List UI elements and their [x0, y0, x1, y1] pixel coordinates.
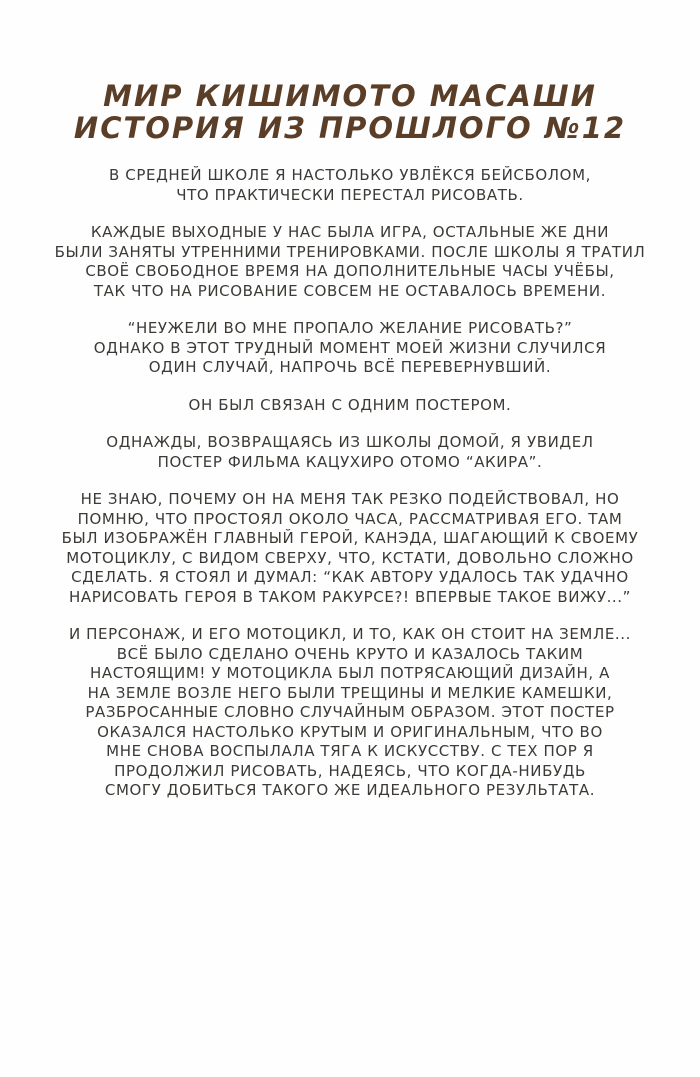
text-line: В СРЕДНЕЙ ШКОЛЕ Я НАСТОЛЬКО УВЛЁКСЯ БЕЙСБОЛОМ, — [109, 166, 591, 184]
text-line: ОДИН СЛУЧАЙ, НАПРОЧЬ ВСЁ ПЕРЕВЕРНУВШИЙ. — [148, 358, 552, 376]
text-line: НА ЗЕМЛЕ ВОЗЛЕ НЕГО БЫЛИ ТРЕЩИНЫ И МЕЛКИЕ КАМЕШКИ, — [87, 683, 613, 702]
text-line: МНЕ СНОВА ВОСПЫЛАЛА ТЯГА К ИСКУССТВУ. С ТЕХ ПОР Я — [106, 742, 594, 760]
title-line-1: МИР КИШИМОТО МАСАШИ — [103, 79, 597, 113]
text-line: “НЕУЖЕЛИ ВО МНЕ ПРОПАЛО ЖЕЛАНИЕ РИСОВАТЬ?” — [127, 319, 573, 337]
page-title — [0, 80, 700, 144]
text-line: ОДНАЖДЫ, ВОЗВРАЩАЯСЬ ИЗ ШКОЛЫ ДОМОЙ, Я УВИДЕЛ — [106, 433, 594, 451]
paragraph-2 — [40, 223, 660, 301]
paragraph-1 — [40, 166, 660, 205]
title-line-2: ИСТОРИЯ ИЗ ПРОШЛОГО №12 — [73, 111, 627, 145]
text-line: КАЖДЫЕ ВЫХОДНЫЕ У НАС БЫЛА ИГРА, ОСТАЛЬНЫЕ ЖЕ ДНИ — [90, 223, 610, 241]
paragraph-7 — [40, 625, 660, 801]
text-line: ЧТО ПРАКТИЧЕСКИ ПЕРЕСТАЛ РИСОВАТЬ. — [176, 185, 524, 204]
paragraph-3 — [40, 319, 660, 378]
text-line: БЫЛИ ЗАНЯТЫ УТРЕННИМИ ТРЕНИРОВКАМИ. ПОСЛЕ ШКОЛЫ Я ТРАТИЛ — [54, 242, 646, 261]
text-line: ОН БЫЛ СВЯЗАН С ОДНИМ ПОСТЕРОМ. — [188, 395, 512, 414]
text-line: МОТОЦИКЛУ, С ВИДОМ СВЕРХУ, ЧТО, КСТАТИ, ДОВОЛЬНО СЛОЖНО — [66, 548, 634, 567]
text-line: ПОСТЕР ФИЛЬМА КАЦУХИРО ОТОМО “АКИРА”. — [157, 452, 543, 471]
paragraph-4 — [40, 396, 660, 416]
text-line: НАРИСОВАТЬ ГЕРОЯ В ТАКОМ РАКУРСЕ?! ВПЕРВЫЕ ТАКОЕ ВИЖУ...” — [68, 587, 632, 606]
text-line: СМОГУ ДОБИТЬСЯ ТАКОГО ЖЕ ИДЕАЛЬНОГО РЕЗУЛЬТАТА. — [104, 781, 596, 799]
text-line: ОКАЗАЛСЯ НАСТОЛЬКО КРУТЫМ И ОРИГИНАЛЬНЫМ, ЧТО ВО — [97, 722, 603, 741]
text-line: ВСЁ БЫЛО СДЕЛАНО ОЧЕНЬ КРУТО И КАЗАЛОСЬ ТАКИМ — [116, 644, 584, 663]
paragraph-6 — [40, 490, 660, 607]
story-text — [40, 166, 660, 819]
text-line: ТАК ЧТО НА РИСОВАНИЕ СОВСЕМ НЕ ОСТАВАЛОСЬ ВРЕМЕНИ. — [93, 281, 607, 300]
text-line: РАЗБРОСАННЫЕ СЛОВНО СЛУЧАЙНЫМ ОБРАЗОМ. ЭТОТ ПОСТЕР — [85, 703, 615, 721]
paragraph-5 — [40, 433, 660, 472]
text-line: ПРОДОЛЖИЛ РИСОВАТЬ, НАДЕЯСЬ, ЧТО КОГДА-НИБУДЬ — [114, 761, 586, 780]
text-line: СВОЁ СВОБОДНОЕ ВРЕМЯ НА ДОПОЛНИТЕЛЬНЫЕ ЧАСЫ УЧЁБЫ, — [85, 262, 615, 280]
text-line: НАСТОЯЩИМ! У МОТОЦИКЛА БЫЛ ПОТРЯСАЮЩИЙ ДИЗАЙН, А — [90, 664, 610, 682]
text-line: НЕ ЗНАЮ, ПОЧЕМУ ОН НА МЕНЯ ТАК РЕЗКО ПОДЕЙСТВОВАЛ, НО — [80, 490, 620, 508]
text-line: СДЕЛАТЬ. Я СТОЯЛ И ДУМАЛ: “КАК АВТОРУ УДАЛОСЬ ТАК УДАЧНО — [71, 568, 629, 586]
text-line: И ПЕРСОНАЖ, И ЕГО МОТОЦИКЛ, И ТО, КАК ОН СТОИТ НА ЗЕМЛЕ... — [68, 625, 632, 643]
text-line: ПОМНЮ, ЧТО ПРОСТОЯЛ ОКОЛО ЧАСА, РАССМАТРИВАЯ ЕГО. ТАМ — [77, 509, 623, 528]
text-line: БЫЛ ИЗОБРАЖЁН ГЛАВНЫЙ ГЕРОЙ, КАНЭДА, ШАГАЮЩИЙ К СВОЕМУ — [61, 529, 639, 547]
text-line: ОДНАКО В ЭТОТ ТРУДНЫЙ МОМЕНТ МОЕЙ ЖИЗНИ СЛУЧИЛСЯ — [93, 338, 607, 357]
